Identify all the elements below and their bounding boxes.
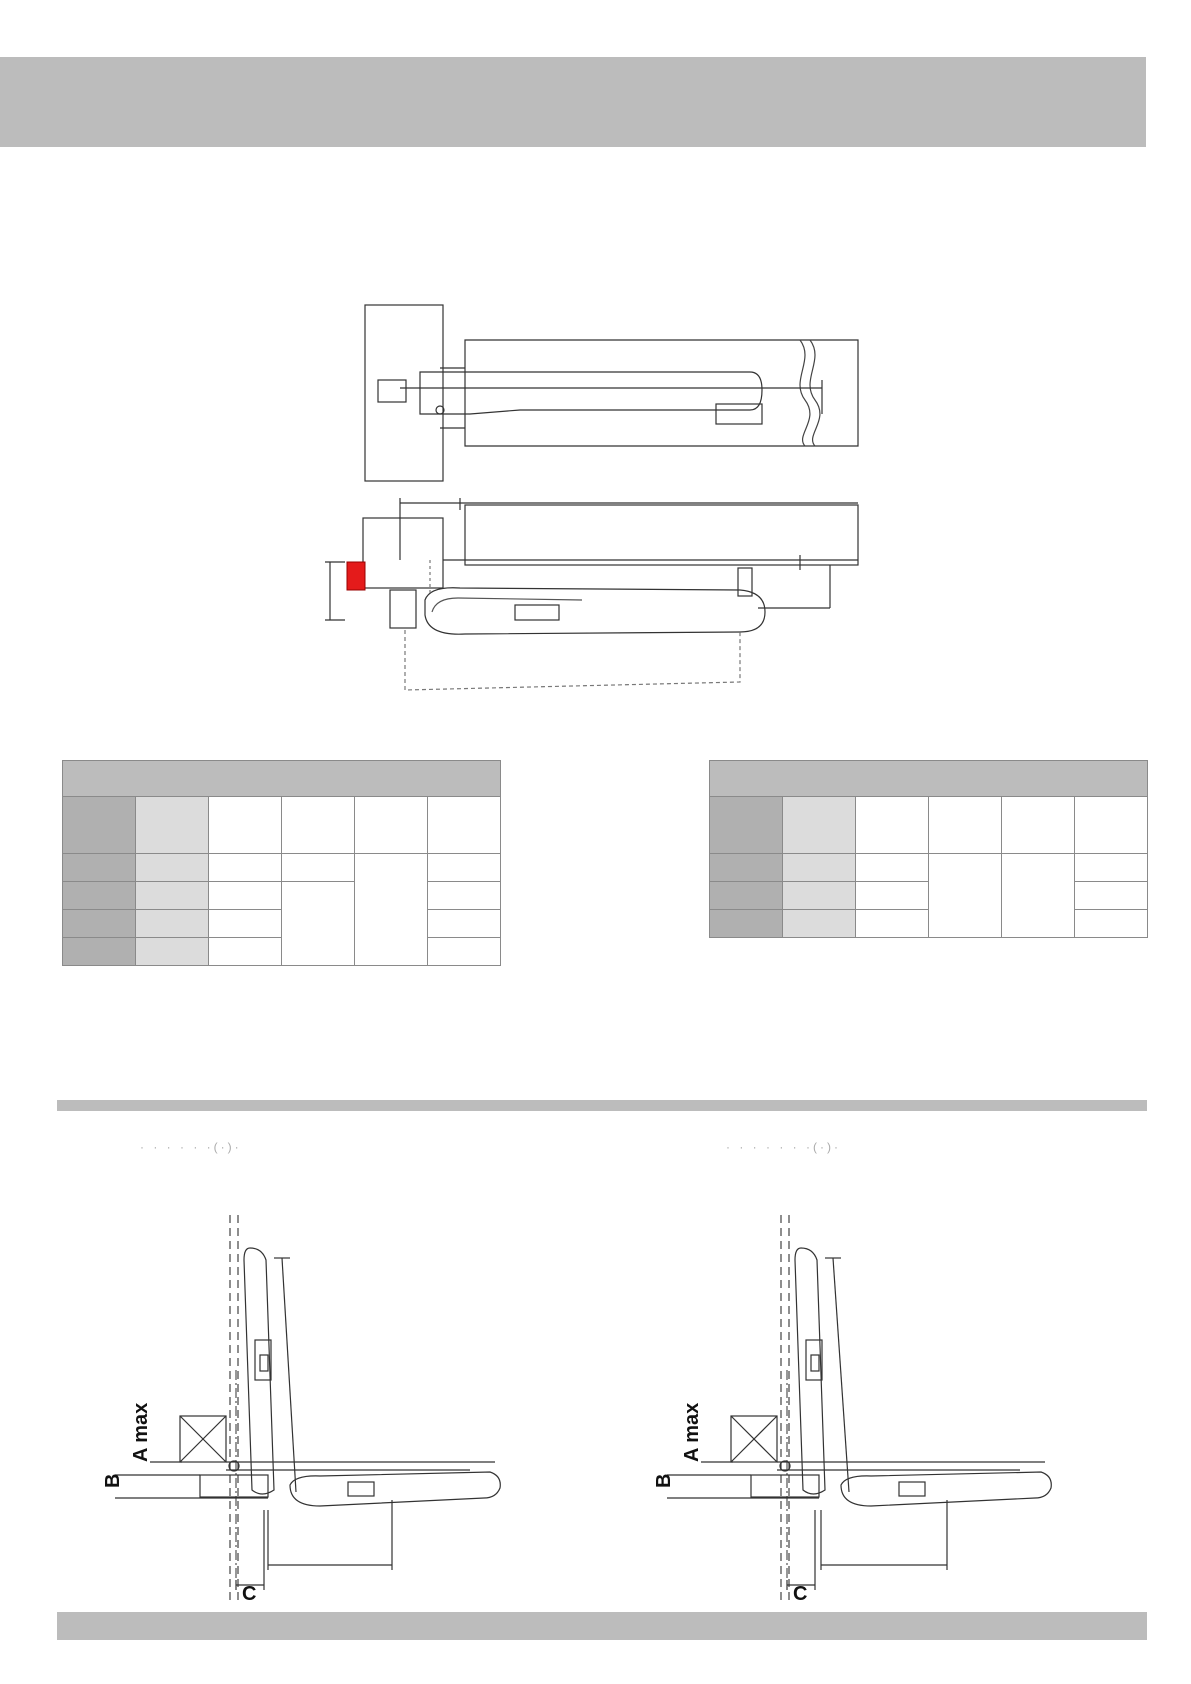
actuator-closed-position (290, 1472, 500, 1506)
left-table-title-row (63, 761, 501, 797)
gate-leaf-top-view (465, 340, 858, 446)
right-diagram-header: · · · · · · ·(·)· (726, 1140, 841, 1154)
footer-band (57, 1612, 1147, 1640)
left-opening-diagram (0, 1180, 595, 1610)
label-c: C (793, 1583, 808, 1605)
left-diagram-header: · · · · · ·(·)· (140, 1140, 242, 1154)
label-b: B (653, 1473, 675, 1488)
right-table-header-row (710, 797, 1148, 854)
actuator-closed-position (841, 1472, 1051, 1506)
actuator-open-position (244, 1248, 274, 1494)
section-divider (57, 1100, 1147, 1111)
table-row (710, 854, 1148, 882)
operator-installation-drawing (0, 0, 1191, 720)
right-specs-table (709, 760, 1148, 938)
label-a-max: A max (681, 1402, 703, 1462)
actuator-top-view (420, 372, 762, 414)
rear-bracket (378, 380, 406, 402)
right-table-title-row (710, 761, 1148, 797)
table-row (63, 882, 501, 910)
left-specs-table (62, 760, 501, 966)
gate-leaf-side-view (465, 505, 858, 565)
red-highlight (347, 562, 365, 590)
front-bracket (716, 404, 762, 424)
label-a-max: A max (130, 1402, 152, 1462)
right-opening-diagram (595, 1180, 1155, 1610)
pillar-top-view (365, 305, 443, 481)
actuator-side-view (425, 588, 765, 634)
pillar-side-view (363, 518, 443, 588)
label-c: C (242, 1583, 257, 1605)
left-table-header-row (63, 797, 501, 854)
label-b: B (102, 1473, 124, 1488)
table-row (63, 854, 501, 882)
actuator-open-position (795, 1248, 825, 1494)
